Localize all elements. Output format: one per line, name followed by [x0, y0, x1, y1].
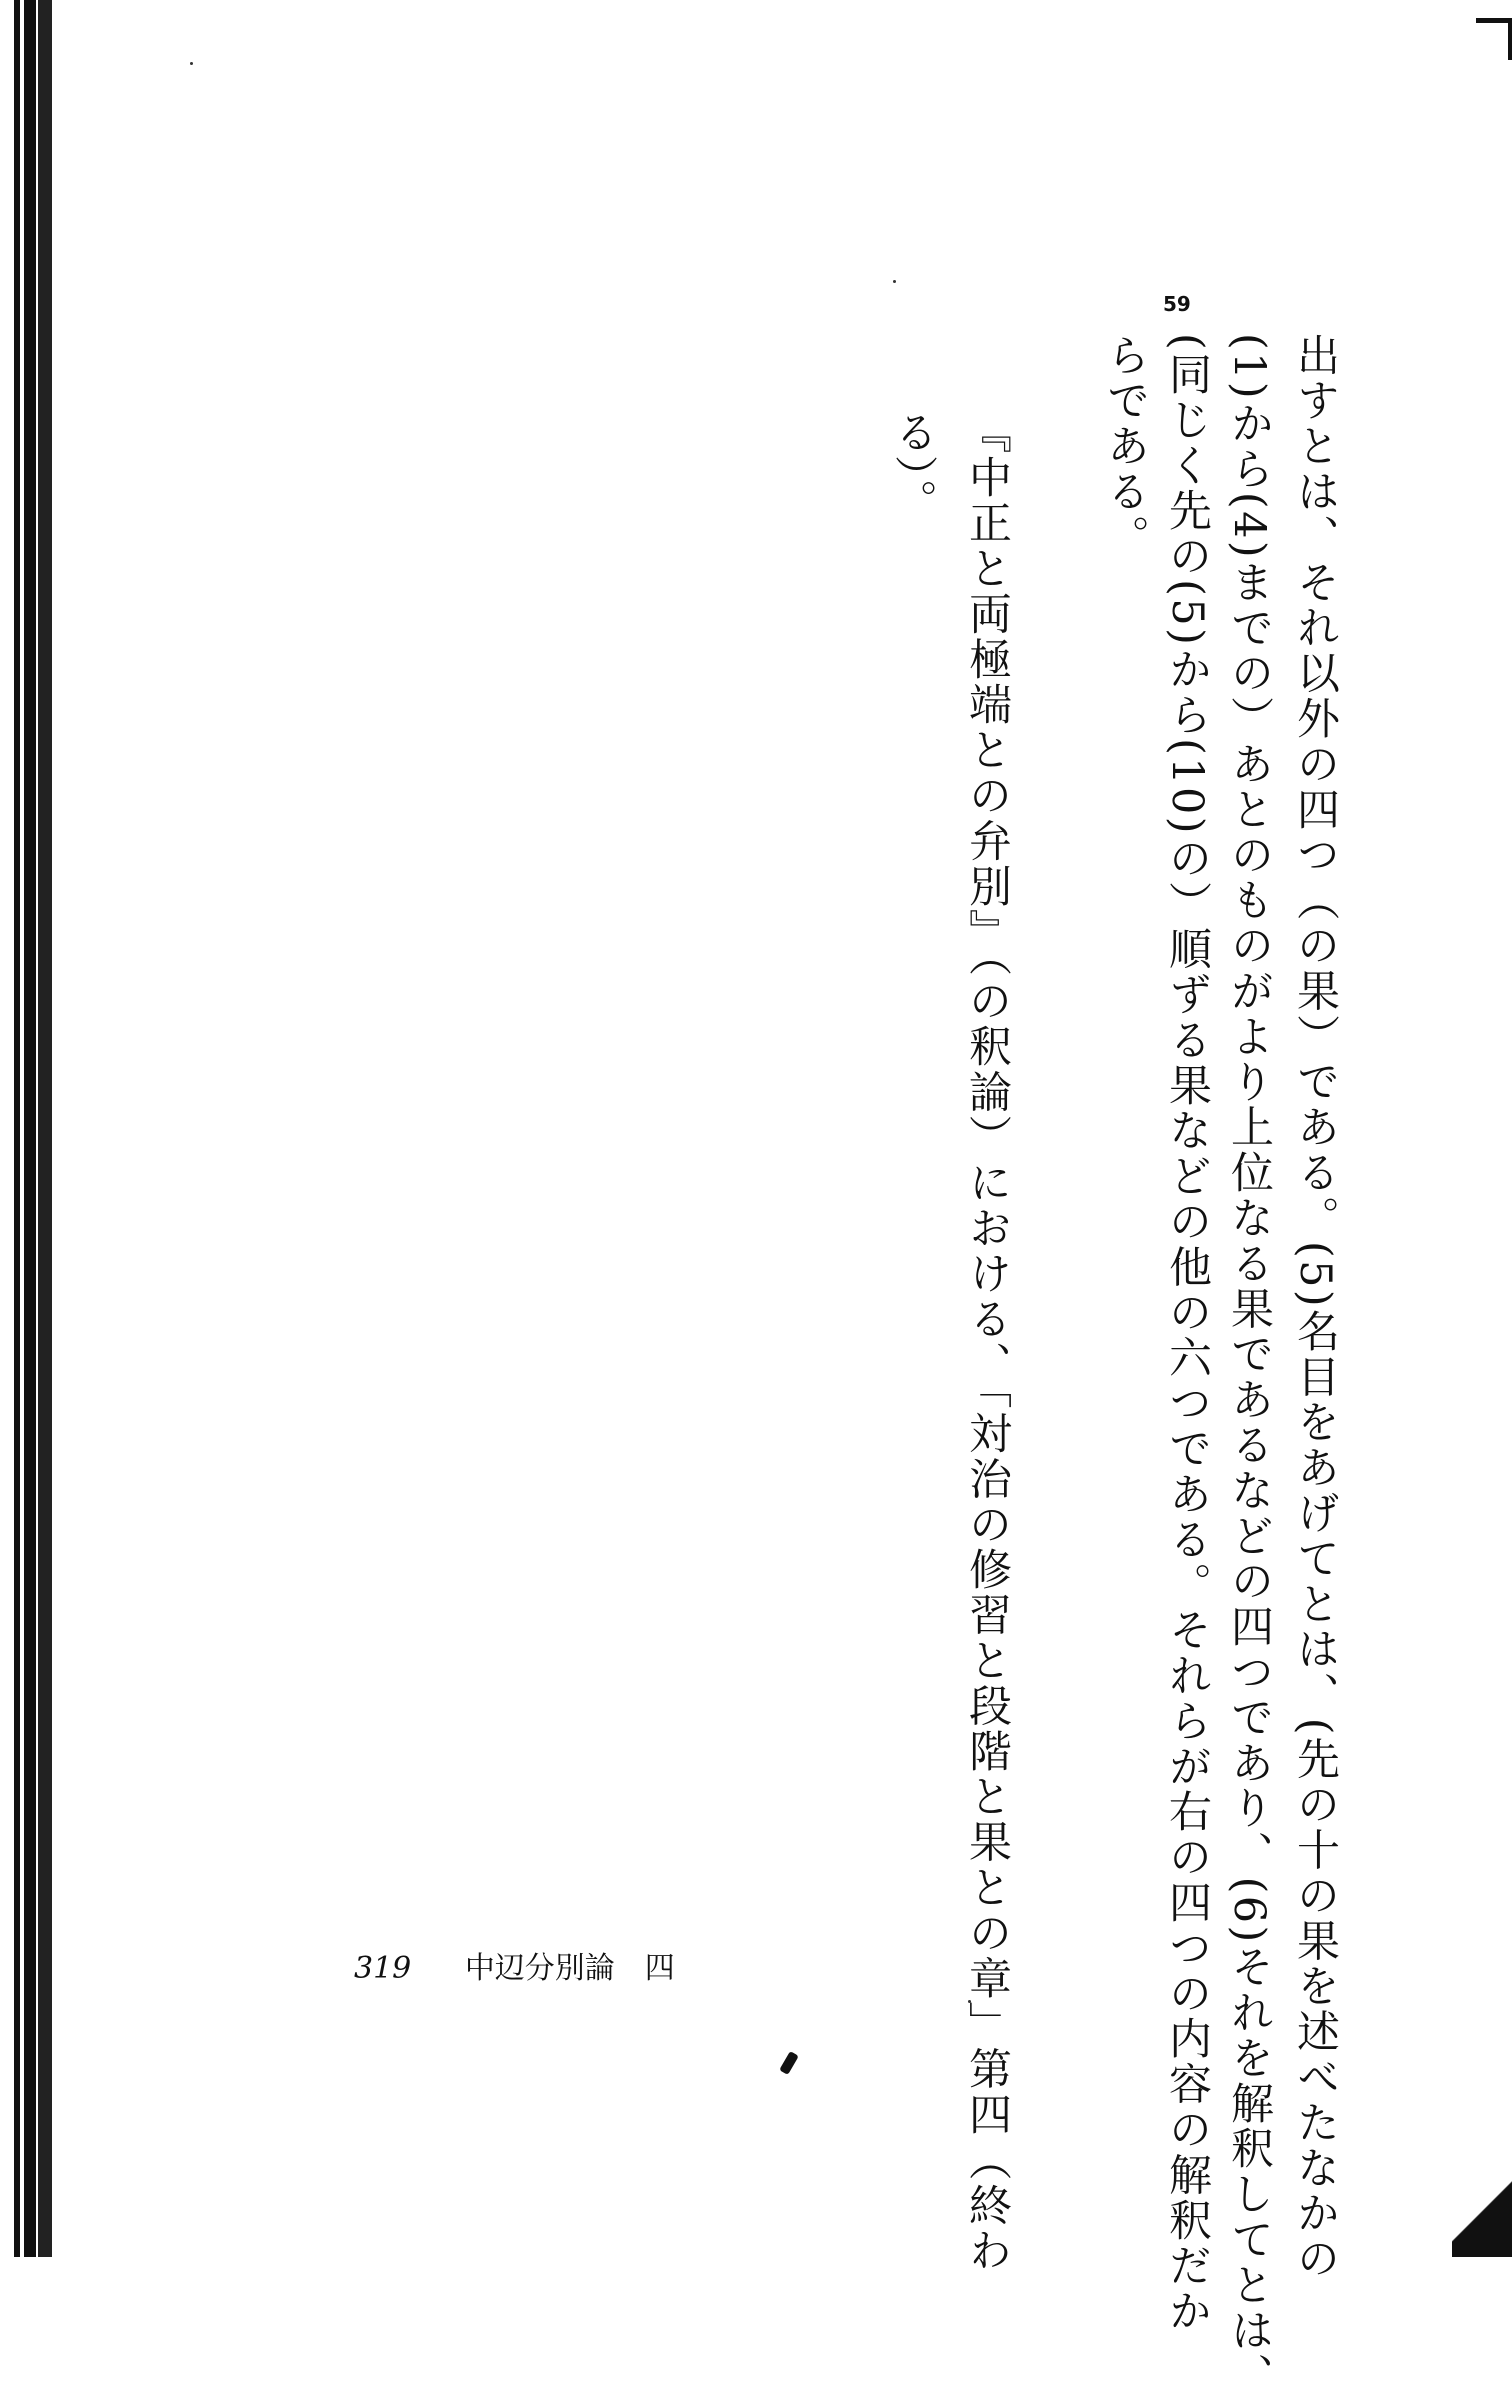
text-column-6: る）。: [888, 410, 938, 525]
running-footer: [354, 1943, 675, 1987]
text-column-4: らである。: [1100, 333, 1150, 560]
text-column-1: 出すとは、それ以外の四つ（の果）である。(5)名目をあげてとは、(先の十の果を述べたなかの: [1290, 333, 1340, 2282]
scan-corner-top: [1476, 18, 1512, 60]
scan-corner-bottom: [1452, 2147, 1512, 2257]
page-number: 319: [354, 1951, 412, 1986]
text-column-2: (1)から(4)までの）あとのものがより上位なる果であるなどの四つであり、(6)それを解釈してとは、: [1224, 333, 1274, 2399]
text-column-5: 『中正と両極端との弁別』（の釈論）における、「対治の修習と段階と果との章」第四（終わ: [962, 410, 1012, 2274]
text-column-3: (同じく先の(5)から(10)の）順ずる果などの他の六つである。それらが右の四つの内容の解釈だか: [1162, 333, 1212, 2335]
book-spine-edge: [0, 0, 62, 2257]
running-title: 中辺分別論 四: [464, 1951, 675, 1986]
scan-blot: [779, 2051, 799, 2075]
note-reference-number: 59: [1163, 292, 1191, 316]
scan-speck: [893, 280, 896, 283]
scan-speck: [190, 62, 193, 65]
